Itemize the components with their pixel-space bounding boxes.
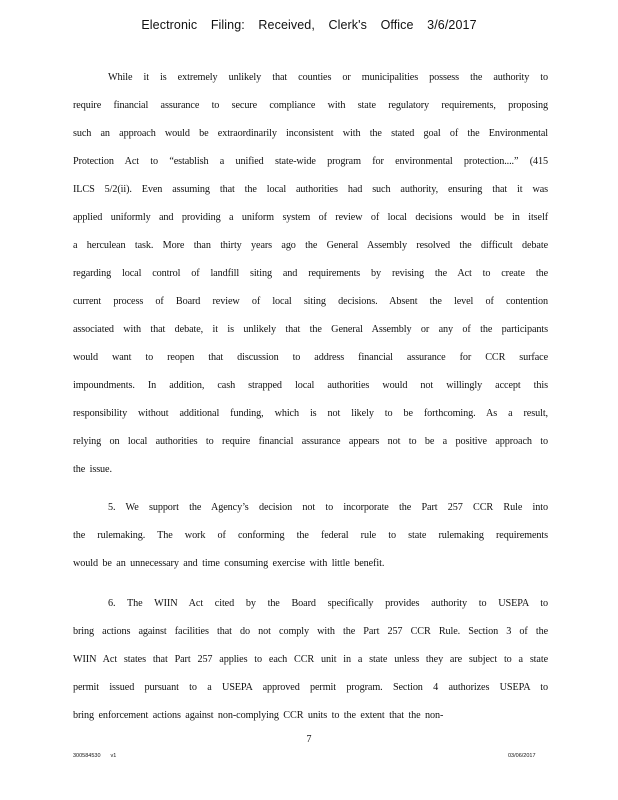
text-line: a herculean task. More than thirty years ago the General Assembly resolved the difficult debate bbox=[73, 240, 548, 251]
filing-header: Electronic Filing: Received, Clerk's Office 3/6/2017 bbox=[141, 18, 477, 32]
text-line: associated with that debate, it is unlikely that the General Assembly or any of the participants bbox=[73, 324, 548, 335]
text-line: require financial assurance to secure compliance with state regulatory requirements, proposing bbox=[73, 100, 548, 111]
paragraph-local-authorities bbox=[73, 64, 548, 484]
text-line: 5. We support the Agency’s decision not to incorporate the Part 257 CCR Rule into bbox=[108, 502, 548, 513]
page-number: 7 bbox=[306, 734, 312, 745]
footer-doc-id bbox=[73, 753, 116, 759]
text-line: impoundments. In addition, cash strapped local authorities would not willingly accept this bbox=[73, 380, 548, 391]
text-line: such an approach would be extraordinarily inconsistent with the stated goal of the Environmental bbox=[73, 128, 548, 139]
doc-version: v1 bbox=[110, 753, 117, 759]
paragraph-item-6 bbox=[73, 590, 548, 730]
text-line: ILCS 5/2(ii). Even assuming that the local authorities had such authority, ensuring that it was bbox=[73, 184, 548, 195]
text-line: WIIN Act states that Part 257 applies to each CCR unit in a state unless they are subject to a state bbox=[73, 654, 548, 665]
text-line: While it is extremely unlikely that counties or municipalities possess the authority to bbox=[108, 72, 548, 83]
footer-date: 03/06/2017 bbox=[508, 753, 536, 759]
text-line: permit issued pursuant to a USEPA approved permit program. Section 4 authorizes USEPA to bbox=[73, 682, 548, 693]
text-line: the rulemaking. The work of conforming the federal rule to state rulemaking requirements bbox=[73, 530, 548, 541]
text-line: the issue. bbox=[73, 464, 112, 475]
text-line: responsibility without additional funding, which is not likely to be forthcoming. As a result, bbox=[73, 408, 548, 419]
text-line: applied uniformly and providing a uniform system of review of local decisions would be in itself bbox=[73, 212, 548, 223]
text-line: would be an unnecessary and time consuming exercise with little benefit. bbox=[73, 558, 385, 569]
paragraph-item-5 bbox=[73, 494, 548, 578]
text-line: relying on local authorities to require financial assurance appears not to be a positive approach to bbox=[73, 436, 548, 447]
text-line: 6. The WIIN Act cited by the Board specifically provides authority to USEPA to bbox=[108, 598, 548, 609]
text-line: would want to reopen that discussion to address financial assurance for CCR surface bbox=[73, 352, 548, 363]
text-line: bring actions against facilities that do not comply with the Part 257 CCR Rule. Section 3 of the bbox=[73, 626, 548, 637]
text-line: regarding local control of landfill siting and requirements by revising the Act to create the bbox=[73, 268, 548, 279]
text-line: current process of Board review of local siting decisions. Absent the level of contention bbox=[73, 296, 548, 307]
text-line: bring enforcement actions against non-complying CCR units to the extent that the non- bbox=[73, 710, 444, 721]
doc-id: 300584530 bbox=[73, 753, 101, 759]
text-line: Protection Act to “establish a unified state-wide program for environmental protection....” (415 bbox=[73, 156, 548, 167]
